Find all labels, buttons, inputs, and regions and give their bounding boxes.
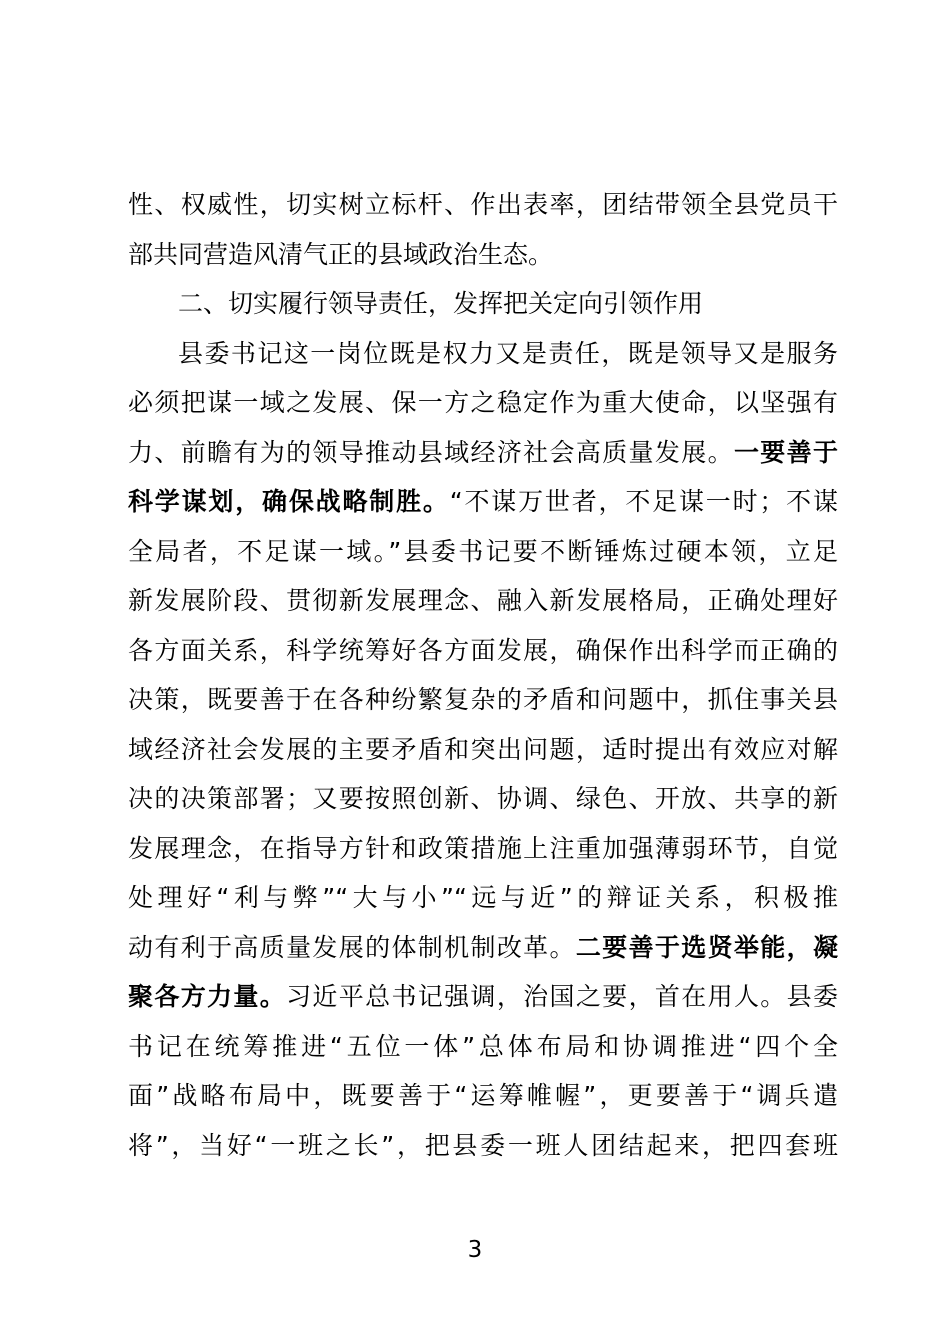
text-segment: 决的决策部署；又要按照创新、协调、绿色、开放、共享的新 <box>128 784 838 813</box>
text-line <box>128 725 838 775</box>
text-segment: 面”战略布局中，既要善于“运筹帷幄”，更要善于“调兵遣 <box>128 1081 838 1110</box>
text-segment: 处理好“利与弊”“大与小”“远与近”的辩证关系，积极推 <box>128 883 838 912</box>
text-line <box>128 1071 838 1121</box>
bold-phrase: 一要善于 <box>733 437 838 467</box>
text-line <box>128 230 838 280</box>
text-segment: 全局者，不足谋一域。”县委书记要不断锤炼过硬本领，立足 <box>128 536 838 566</box>
text-segment: 发展理念，在指导方针和政策措施上注重加强薄弱环节，自觉 <box>128 833 838 863</box>
text-line <box>128 527 838 577</box>
text-segment: 书记在统筹推进“五位一体”总体布局和协调推进“四个全 <box>128 1031 838 1061</box>
text-segment: 将”，当好“一班之长”，把县委一班人团结起来，把四套班 <box>128 1130 838 1160</box>
text-line <box>128 378 838 428</box>
text-line <box>128 774 838 824</box>
text-segment: 二、切实履行领导责任，发挥把关定向引领作用 <box>178 289 704 318</box>
body-text <box>128 180 838 1170</box>
text-line <box>128 1022 838 1072</box>
text-segment: 习近平总书记强调，治国之要，首在用人。县委 <box>286 982 838 1011</box>
text-line <box>128 428 838 478</box>
bold-phrase: 科学谋划，确保战略制胜。 <box>128 487 450 516</box>
text-line <box>128 923 838 973</box>
text-segment: 县委书记这一岗位既是权力又是责任，既是领导又是服务 <box>178 338 838 368</box>
text-segment: 性、权威性，切实树立标杆、作出表率，团结带领全县党员干 <box>128 190 838 219</box>
text-segment: 力、前瞻有为的领导推动县域经济社会高质量发展。 <box>128 437 734 467</box>
text-segment: 新发展阶段、贯彻新发展理念、融入新发展格局，正确处理好 <box>128 586 838 615</box>
text-line <box>128 1121 838 1171</box>
text-segment: 各方面关系，科学统筹好各方面发展，确保作出科学而正确的 <box>128 635 838 665</box>
text-segment: 域经济社会发展的主要矛盾和突出问题，适时提出有效应对解 <box>128 734 838 764</box>
text-segment: 决策，既要善于在各种纷繁复杂的矛盾和问题中，抓住事关县 <box>128 685 838 714</box>
text-segment: “不谋万世者，不足谋一时；不谋 <box>449 487 838 516</box>
page-number: 3 <box>467 1237 483 1263</box>
text-line <box>128 329 838 379</box>
text-segment: 必须把谋一域之发展、保一方之稳定作为重大使命，以坚强有 <box>128 388 838 417</box>
text-line <box>128 675 838 725</box>
text-line <box>128 180 838 230</box>
text-line <box>128 873 838 923</box>
text-segment: 动有利于高质量发展的体制机制改革。 <box>128 932 576 962</box>
text-line <box>128 824 838 874</box>
text-segment: 部共同营造风清气正的县域政治生态。 <box>128 239 554 269</box>
text-line <box>128 279 838 329</box>
text-line <box>128 972 838 1022</box>
bold-phrase: 二要善于选贤举能，凝 <box>575 932 838 962</box>
text-line <box>128 576 838 626</box>
bold-phrase: 聚各方力量。 <box>128 982 287 1011</box>
text-line <box>128 626 838 676</box>
text-line <box>128 477 838 527</box>
